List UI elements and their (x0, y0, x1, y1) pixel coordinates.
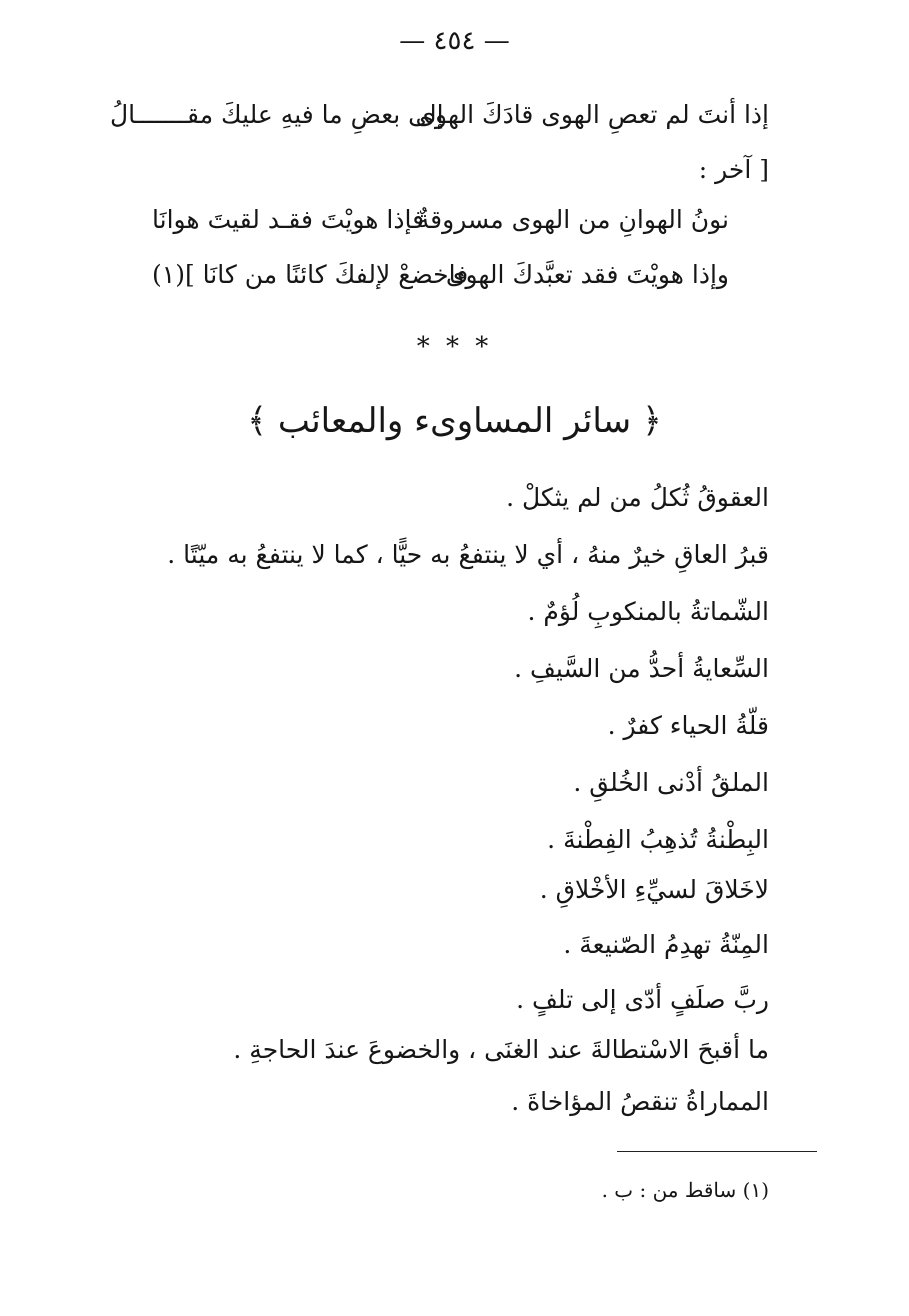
proverb-line: الملقُ أدْنى الخُلقِ . (573, 768, 769, 797)
verse-line (0, 260, 909, 300)
proverb-line: الشّماتةُ بالمنكوبِ لُؤمٌ . (527, 597, 769, 626)
verse-second-hemistich: إلى بعضِ ما فيهِ عليكَ مقـــــــالُ (110, 100, 444, 129)
verse-second-hemistich: فإذا هويْتَ فقـد لقيتَ هوانَا (152, 205, 425, 234)
proverb-line: لاخَلاقَ لسيِّءِ الأخْلاقِ . (539, 875, 769, 904)
verse-line (0, 100, 909, 140)
page-number: — ٤٥٤ — (399, 26, 510, 56)
section-title: ﴿ سائر المساوىء والمعائب ﴾ (247, 401, 662, 441)
proverb-line: البِطْنةُ تُذهِبُ الفِطْنةَ . (547, 825, 769, 854)
verse-first-hemistich: إذا أنتَ لم تعصِ الهوى قادَكَ الهوى (415, 100, 769, 129)
proverb-line: السِّعايةُ أحدُّ من السَّيفِ . (514, 654, 769, 683)
verse-second-hemistich: فاخضعْ لإلفكَ كائنًا من كانَا ](١) (152, 260, 469, 289)
verse-first-hemistich: وإذا هويْتَ فقد تعبَّدكَ الهوى (445, 260, 729, 289)
attribution-label: [ آخر : (698, 155, 769, 184)
section-separator: * * * (416, 332, 493, 362)
proverb-line: قبرُ العاقِ خيرٌ منهُ ، أي لا ينتفعُ به حيًّا ، كما لا ينتفعُ به ميّتًا . (167, 540, 769, 569)
proverb-line: المِنّةُ تهدِمُ الصّنيعةَ . (563, 930, 769, 959)
proverb-line: قلّةُ الحياء كفرٌ . (607, 711, 769, 740)
footnote: (١) ساقط من : ب . (601, 1178, 769, 1202)
verse-line (0, 205, 909, 245)
verse-first-hemistich: نونُ الهوانِ من الهوى مسروقةٌ (416, 205, 729, 234)
proverb-line: ما أقبحَ الاسْتطالةَ عند الغنَى ، والخضوعَ عندَ الحاجةِ . (233, 1035, 769, 1064)
footnote-divider (617, 1151, 817, 1152)
proverb-line: العقوقُ ثُكلُ من لم يثكلْ . (506, 483, 769, 512)
proverb-line: المماراةُ تنقصُ المؤاخاةَ . (511, 1087, 769, 1116)
proverb-line: ربَّ صلَفٍ أدّى إلى تلفٍ . (516, 985, 769, 1014)
